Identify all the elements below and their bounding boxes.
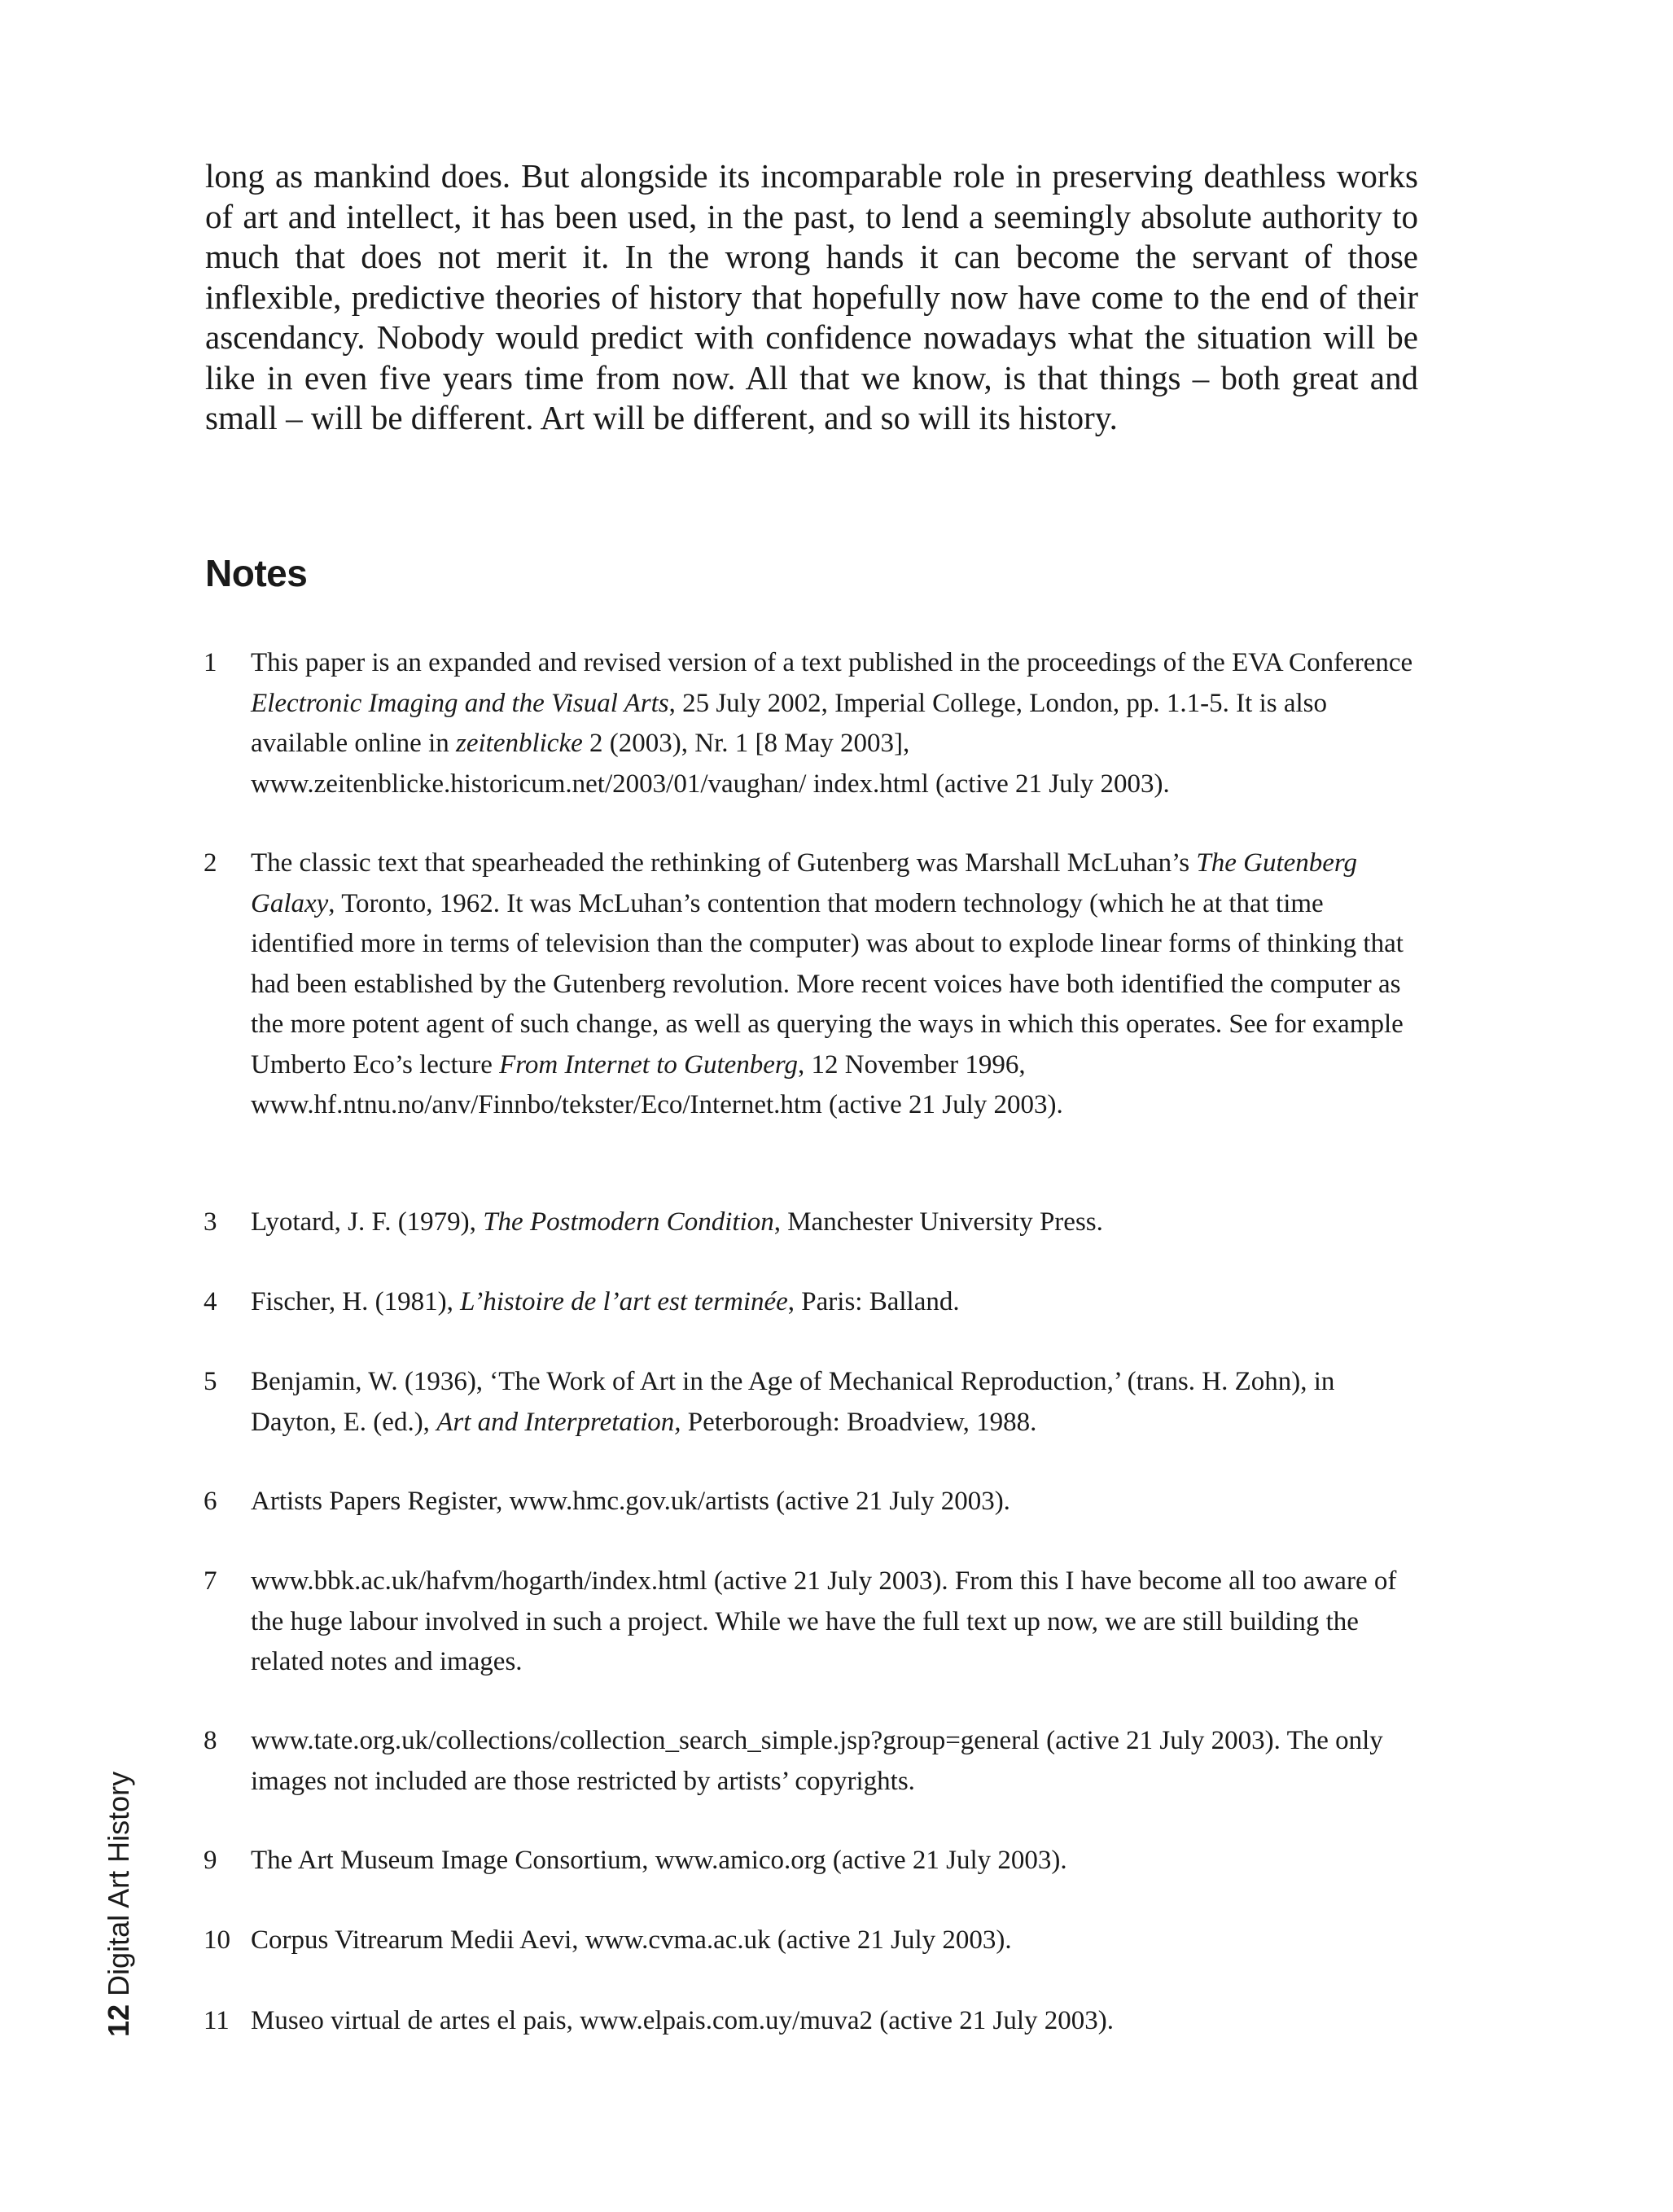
- note-number: 5: [204, 1367, 217, 1396]
- note-1: [204, 643, 1425, 804]
- note-number: 4: [204, 1287, 217, 1316]
- note-4: [204, 1282, 1425, 1323]
- note-number: 1: [204, 648, 217, 677]
- note-text: Corpus Vitrearum Medii Aevi, www.cvma.ac.uk (active 21 July 2003).: [251, 1925, 1012, 1955]
- note-text: www.tate.org.uk/collections/collection_search_simple.jsp?group=general (active 21 July 2003). The only images not included are those restricted by artists’ copyrights.: [251, 1726, 1383, 1796]
- note-6: [204, 1482, 1425, 1522]
- note-text: Fischer, H. (1981), L’histoire de l’art est terminée, Paris: Balland.: [251, 1287, 960, 1316]
- note-title: From Internet to Gutenberg: [499, 1049, 799, 1080]
- note-2: [204, 843, 1425, 1126]
- note-text: Museo virtual de artes el pais, www.elpais.com.uy/muva2 (active 21 July 2003).: [251, 2006, 1115, 2035]
- note-text: The classic text that spearheaded the rethinking of Gutenberg was Marshall McLuhan’s The Gutenberg Galaxy, Toronto, 1962. It was McLuhan’s contention that modern technology (which he at that time identified more in terms of television than the computer) was about to explode linear forms of thinking that had been established by the Gutenberg revolution. More recent voices have both identified the computer as the more potent agent of such change, as well as querying the ways in which this operates. See for example Umberto Eco’s lecture From Internet to Gutenberg, 12 November 1996, www.hf.ntnu.no/anv/Finnbo/tekster/Eco/Internet.htm (active 21 July 2003).: [251, 848, 1404, 1119]
- note-text: Artists Papers Register, www.hmc.gov.uk/artists (active 21 July 2003).: [251, 1487, 1010, 1516]
- body-paragraph: long as mankind does. But alongside its incomparable role in preserving deathless works of art and intellect, it has been used, in the past, to lend a seemingly absolute authority to much that does not merit it. In the wrong hands it can become the servant of those inflexible, predictive theories of history that hopefully now have come to the end of their ascendancy. Nobody would predict with confidence nowadays what the situation will be like in even five years time from now. All that we know, is that things – both great and small – will be different. Art will be different, and so will its history.: [205, 157, 1418, 436]
- note-text: www.bbk.ac.uk/hafvm/hogarth/index.html (active 21 July 2003). From this I have become all too aware of the huge labour involved in such a project. While we have the full text up now, we are still building the related notes and images.: [251, 1566, 1397, 1676]
- page-number: 12: [102, 2004, 135, 2037]
- note-title: zeitenblicke: [456, 729, 583, 758]
- running-head: [103, 1772, 135, 2037]
- note-title: Art and Interpretation,: [436, 1407, 681, 1437]
- note-title: L’histoire de l’art est terminée: [460, 1287, 788, 1316]
- note-number: 9: [204, 1846, 217, 1875]
- note-title: The Postmodern Condition: [483, 1207, 774, 1237]
- note-number: 11: [204, 2006, 230, 2035]
- note-number: 2: [204, 848, 217, 878]
- note-number: 3: [204, 1207, 217, 1237]
- note-text: Lyotard, J. F. (1979), The Postmodern Condition, Manchester University Press.: [251, 1207, 1103, 1237]
- note-title: Electronic Imaging and the Visual Arts: [251, 688, 669, 718]
- note-number: 10: [204, 1925, 230, 1955]
- note-text: This paper is an expanded and revised version of a text published in the proceedings of the EVA Conference Electronic Imaging and the Visual Arts, 25 July 2002, Imperial College, London, pp. 1.1-5. It is also available online in zeitenblicke 2 (2003), Nr. 1 [8 May 2003], www.zeitenblicke.historicum.net/2003/01/vaughan/ index.html (active 21 July 2003).: [251, 648, 1413, 799]
- note-number: 6: [204, 1487, 217, 1516]
- note-number: 7: [204, 1566, 217, 1596]
- note-5: [204, 1362, 1425, 1443]
- book-title: Digital Art History: [102, 1771, 135, 1996]
- note-text: The Art Museum Image Consortium, www.amico.org (active 21 July 2003).: [251, 1846, 1067, 1875]
- note-number: 8: [204, 1726, 217, 1755]
- notes-heading: Notes: [205, 552, 308, 594]
- note-7: [204, 1562, 1425, 1683]
- note-3: [204, 1202, 1425, 1243]
- note-9: [204, 1841, 1425, 1881]
- note-8: [204, 1721, 1425, 1802]
- note-text: Benjamin, W. (1936), ‘The Work of Art in the Age of Mechanical Reproduction,’ (trans. H. Zohn), in Dayton, E. (ed.), Art and Interpretation, Peterborough: Broadview, 1988.: [251, 1367, 1335, 1437]
- note-11: [204, 2001, 1425, 2042]
- note-title: The Gutenberg Galaxy: [251, 848, 1358, 918]
- note-10: [204, 1921, 1425, 1961]
